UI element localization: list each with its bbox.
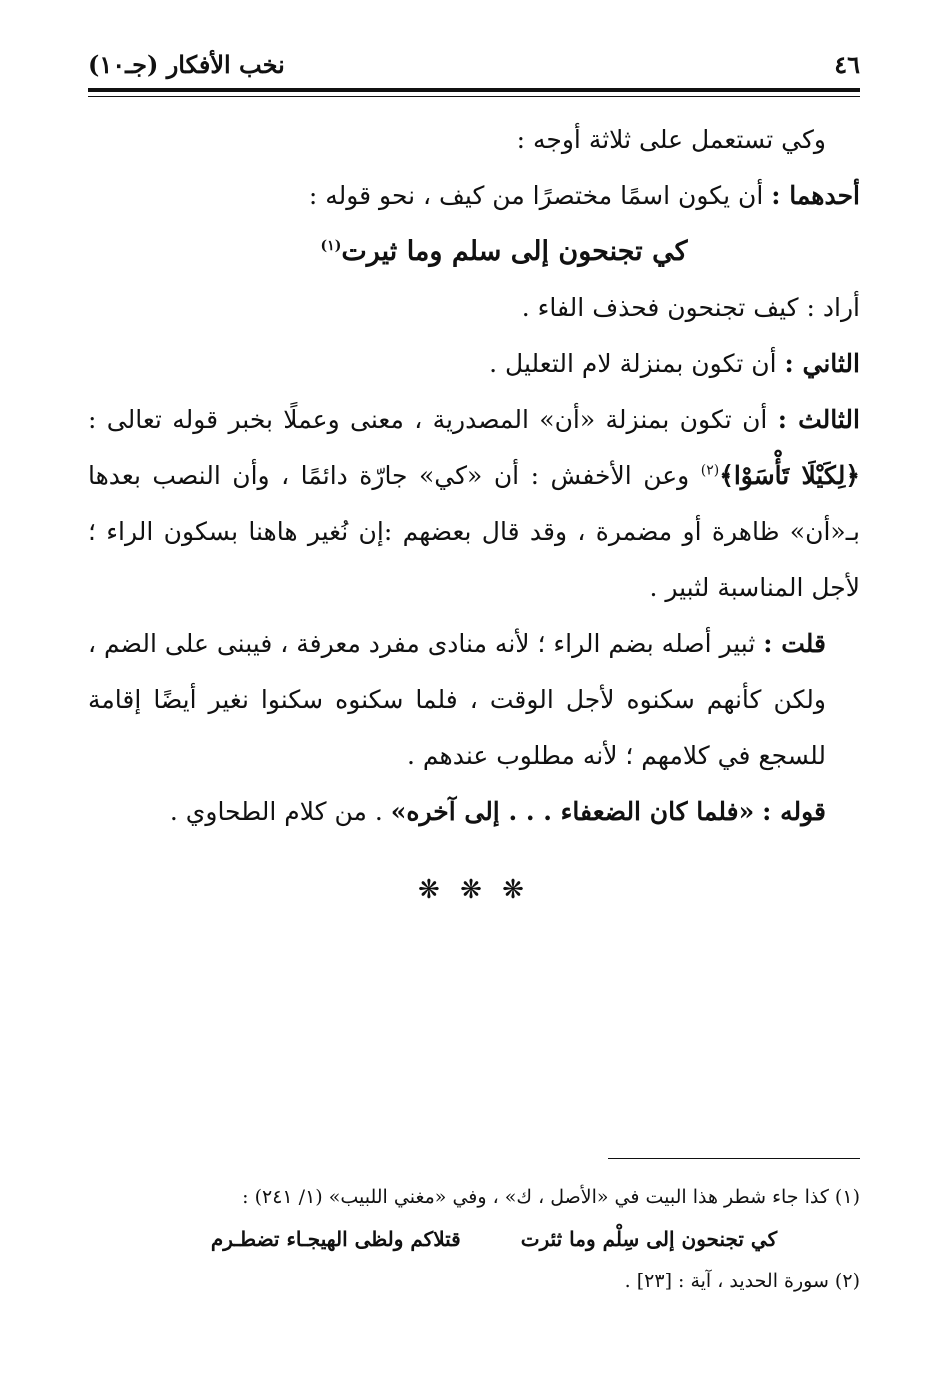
verse-text: كي تجنحون إلى سلم وما ثيرت bbox=[341, 236, 688, 267]
header-rule-thick bbox=[88, 88, 860, 92]
footnote-ref-2: (٢) bbox=[700, 462, 720, 479]
footnotes bbox=[88, 1176, 860, 1302]
qult-text: ثبير أصله بضم الراء ؛ لأنه منادى مفرد معرفة ، فيبنى على الضم ، ولكن كأنهم سكنوه لأجل الوقت ، فلما سكنوه سكنوا نغير أيضًا إقامة للسجع في كلامهم ؛ لأنه مطلوب عندهم . bbox=[88, 629, 826, 770]
header-rule-thin bbox=[88, 96, 860, 97]
first-label: أحدهما : bbox=[771, 181, 860, 210]
qawluh-label: قوله : bbox=[762, 797, 826, 826]
page-header bbox=[88, 46, 860, 82]
footnote-verse-first-hemistich: كي تجنحون إلى سِلْم وما ثئرت bbox=[520, 1227, 778, 1251]
poetry-verse bbox=[88, 224, 860, 280]
third-text-a: أن تكون بمنزلة «أن» المصدرية ، معنى وعملًا بخبر قوله تعالى : bbox=[88, 405, 768, 434]
first-usage bbox=[88, 168, 860, 224]
third-label: الثالث : bbox=[777, 405, 860, 434]
footnote-rule bbox=[608, 1158, 860, 1159]
qawluh-quote: «فلما كان الضعفاء . . . إلى آخره» bbox=[390, 797, 755, 826]
page-number: ٤٦ bbox=[834, 49, 860, 79]
footnote-2: (٢) سورة الحديد ، آية : [٢٣] . bbox=[624, 1270, 860, 1292]
footnote-1: (١) كذا جاء شطر هذا البيت في «الأصل ، ك» ، وفي «مغني اللبيب» (١/ ٢٤١) : bbox=[242, 1186, 860, 1208]
quran-quote: ﴿لِكَيْلَا تَأْسَوْا﴾ bbox=[719, 461, 860, 490]
second-usage bbox=[88, 336, 860, 392]
footnote-ref-1: (١) bbox=[320, 238, 342, 254]
qult-label: قلت : bbox=[763, 629, 826, 658]
arad-line: أراد : كيف تجنحون فحذف الفاء . bbox=[521, 293, 860, 322]
qult-paragraph bbox=[88, 616, 860, 784]
book-title: نخب الأفكار (جـ١٠) bbox=[88, 49, 285, 79]
second-text: أن تكون بمنزلة لام التعليل . bbox=[489, 349, 777, 378]
footnote-verse-second-hemistich: قتلاكم ولظى الهيجـاء تضطـرم bbox=[210, 1227, 461, 1251]
main-text bbox=[88, 112, 860, 918]
book-page bbox=[88, 40, 860, 1360]
qawluh-text: . من كلام الطحاوي . bbox=[169, 797, 383, 826]
intro-line: وكي تستعمل على ثلاثة أوجه : bbox=[516, 125, 826, 154]
section-separator: ❋ ❋ ❋ bbox=[418, 875, 530, 905]
footnote-verse bbox=[88, 1218, 860, 1260]
qawluh-paragraph bbox=[88, 784, 860, 840]
third-usage bbox=[88, 392, 860, 616]
first-text: أن يكون اسمًا مختصرًا من كيف ، نحو قوله : bbox=[308, 181, 764, 210]
second-label: الثاني : bbox=[784, 349, 860, 378]
third-text-b: وعن الأخفش : أن «كي» جارّة دائمًا ، وأن النصب بعدها بـ«أن» ظاهرة أو مضمرة ، وقد قال بعضهم :إن نُغير هاهنا بسكون الراء ؛ لأجل المناسبة لثبير . bbox=[88, 461, 860, 602]
